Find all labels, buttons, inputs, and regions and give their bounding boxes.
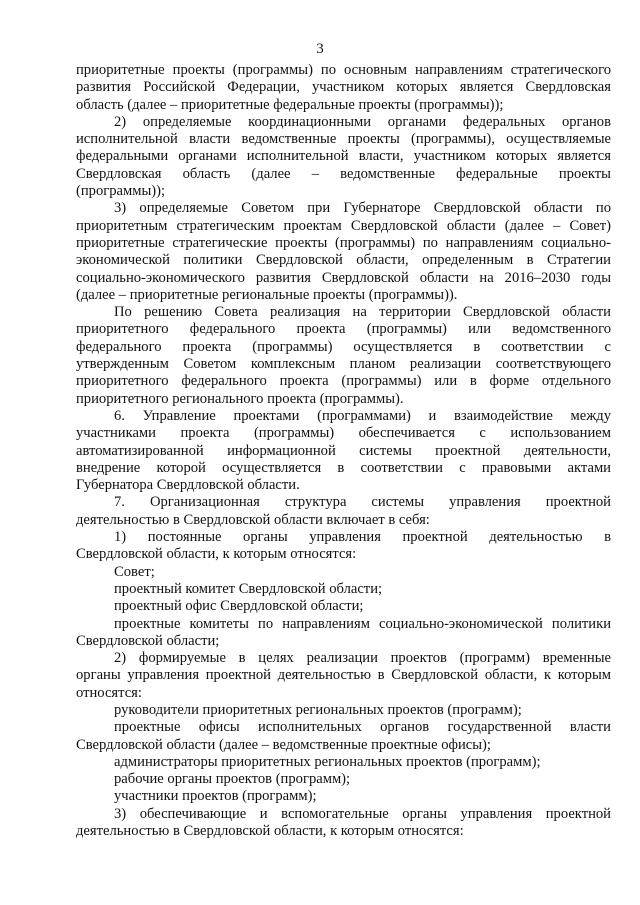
text-line: автоматизированной информационной системы проектной деятельности, — [76, 442, 611, 459]
paragraph-federal-projects — [76, 62, 611, 114]
text-line: администраторы приоритетных региональных проектов (программ); — [114, 753, 541, 770]
text-line: относятся: — [76, 684, 142, 701]
text-line: социально-экономического развития Свердловской области на 2016–2030 годы — [76, 269, 611, 286]
document-body — [76, 62, 611, 840]
text-line: (программы)); — [76, 183, 166, 200]
list-item-project-committees-by-direction — [76, 616, 611, 651]
list-item-working-bodies — [76, 771, 611, 788]
paragraph-item-1-permanent-bodies — [76, 529, 611, 564]
text-line: деятельностью в Свердловской области включает в себя: — [76, 511, 430, 528]
text-line: внедрение которой осуществляется в соответствии с правовыми актами — [76, 459, 611, 476]
text-line: приоритетного федерального проекта (программы) или в форме отдельного — [76, 373, 611, 390]
text-line: приоритетного федерального проекта (программы) или ведомственного — [76, 321, 611, 338]
list-item-administrators — [76, 754, 611, 771]
paragraph-item-2-departmental-projects — [76, 114, 611, 200]
text-line: проектные комитеты по направлениям социально-экономической политики — [114, 615, 611, 632]
text-line: приоритетным стратегическим проектам Свердловской области (далее – Совет) — [76, 217, 611, 234]
text-line: Губернатора Свердловской области. — [76, 477, 300, 494]
page-number: 3 — [316, 41, 324, 57]
text-line: руководители приоритетных региональных проектов (программ); — [114, 701, 522, 718]
text-line: проектный офис Свердловской области; — [114, 598, 364, 615]
text-line: По решению Совета реализация на территории Свердловской области — [114, 304, 611, 321]
text-line: приоритетного регионального проекта (программы). — [76, 390, 404, 407]
list-item-project-office — [76, 598, 611, 615]
text-line: 7. Организационная структура системы управления проектной — [114, 494, 611, 511]
list-item-project-committee — [76, 581, 611, 598]
text-line: приоритетные стратегические проекты (программы) по направлениям социально- — [76, 234, 611, 251]
text-line: Свердловской области (далее – ведомственные проектные офисы); — [76, 736, 491, 753]
paragraph-section-7 — [76, 494, 611, 529]
list-item-council — [76, 564, 611, 581]
text-line: (далее – приоритетные региональные проекты (программы)). — [76, 286, 458, 303]
text-line: 3) обеспечивающие и вспомогательные органы управления проектной — [114, 805, 611, 822]
text-line: федерального проекта (программы) осуществляется в соответствии с — [76, 338, 611, 355]
paragraph-item-3-supporting-bodies — [76, 806, 611, 841]
text-line: проектный комитет Свердловской области; — [114, 580, 383, 597]
text-line: 2) формируемые в целях реализации проектов (программ) временные — [114, 650, 611, 667]
text-line: проектные офисы исполнительных органов государственной власти — [114, 719, 611, 736]
text-line: Свердловская область (далее – ведомственные федеральные проекты — [76, 165, 611, 182]
text-line: участники проектов (программ); — [114, 788, 317, 805]
text-line: утвержденным Советом комплексным планом реализации соответствующего — [76, 356, 611, 373]
paragraph-item-3-regional-projects — [76, 200, 611, 304]
text-line: Совет; — [114, 563, 155, 580]
list-item-project-leaders — [76, 702, 611, 719]
text-line: развития Российской Федерации, участником которых является Свердловская — [76, 79, 611, 96]
text-line: приоритетные проекты (программы) по основным направлениям стратегического — [76, 62, 611, 78]
text-line: Свердловской области; — [76, 632, 220, 649]
text-line: область (далее – приоритетные федеральные проекты (программы)); — [76, 96, 504, 113]
list-item-participants — [76, 788, 611, 805]
text-line: органы управления проектной деятельностью в Свердловской области, к которым — [76, 667, 611, 684]
text-line: рабочие органы проектов (программ); — [114, 771, 351, 788]
paragraph-section-6 — [76, 408, 611, 494]
paragraph-item-2-temporary-bodies — [76, 650, 611, 702]
text-line: 3) определяемые Советом при Губернаторе Свердловской области по — [114, 200, 611, 217]
paragraph-council-decision — [76, 304, 611, 408]
text-line: исполнительной власти ведомственные проекты (программы), осуществляемые — [76, 131, 611, 148]
text-line: деятельностью в Свердловской области, к которым относятся: — [76, 823, 464, 840]
text-line: 6. Управление проектами (программами) и взаимодействие между — [114, 407, 611, 424]
text-line: экономической политики Свердловской области, определенным в Стратегии — [76, 252, 611, 269]
text-line: 2) определяемые координационными органами федеральных органов — [114, 113, 611, 130]
text-line: 1) постоянные органы управления проектной деятельностью в — [114, 529, 611, 546]
list-item-departmental-offices — [76, 719, 611, 754]
text-line: Свердловской области, к которым относятся: — [76, 546, 357, 563]
text-line: федеральными органами исполнительной власти, участником которых является — [76, 148, 611, 165]
text-line: участниками проекта (программы) обеспечивается с использованием — [76, 425, 611, 442]
